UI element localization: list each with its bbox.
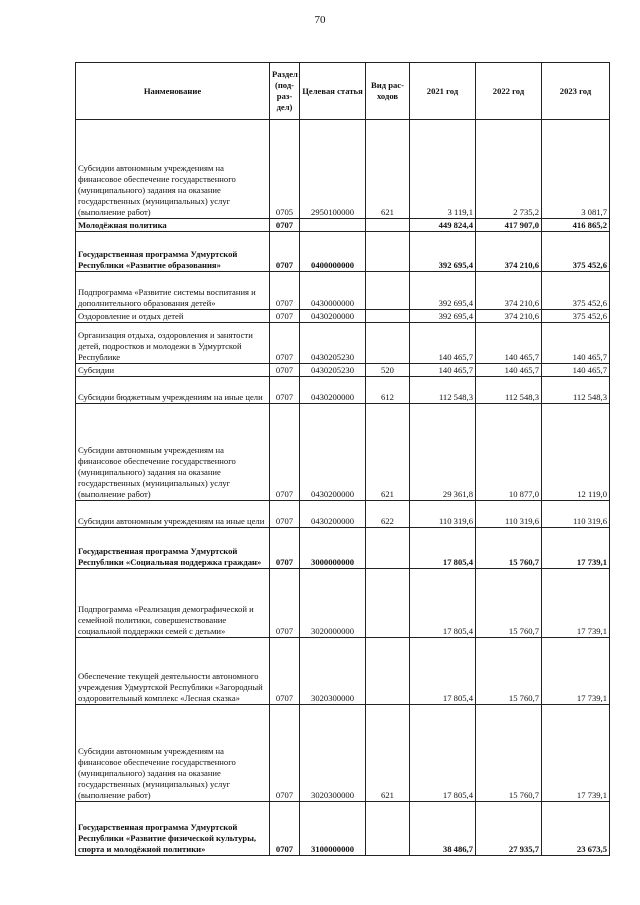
cell-2023: 17 739,1: [542, 569, 610, 638]
cell-expense: 621: [366, 705, 410, 802]
cell-target: 3100000000: [300, 802, 366, 856]
cell-2022: 374 210,6: [476, 232, 542, 272]
cell-section: 0707: [270, 501, 300, 528]
cell-target: 3000000000: [300, 528, 366, 569]
cell-section: 0707: [270, 638, 300, 705]
cell-target: 2950100000: [300, 120, 366, 219]
table-row: [76, 219, 610, 232]
cell-section: 0707: [270, 232, 300, 272]
cell-2021: 392 695,4: [410, 310, 476, 323]
cell-section: 0707: [270, 272, 300, 310]
cell-2022: 140 465,7: [476, 323, 542, 364]
table-row: [76, 323, 610, 364]
table-row: [76, 404, 610, 501]
table-row: [76, 232, 610, 272]
cell-expense: [366, 802, 410, 856]
cell-2023: 112 548,3: [542, 377, 610, 404]
cell-section: 0707: [270, 404, 300, 501]
header-target: Целевая статья: [300, 63, 366, 120]
cell-target: 0430200000: [300, 377, 366, 404]
cell-2021: 17 805,4: [410, 569, 476, 638]
cell-section: 0707: [270, 705, 300, 802]
cell-2021: 110 319,6: [410, 501, 476, 528]
cell-2023: 17 739,1: [542, 705, 610, 802]
cell-2021: 29 361,8: [410, 404, 476, 501]
cell-2021: 392 695,4: [410, 232, 476, 272]
cell-2023: 23 673,5: [542, 802, 610, 856]
cell-2022: 15 760,7: [476, 528, 542, 569]
cell-name: Государственная программа Удмуртской Республики «Социальная поддержка граждан»: [76, 528, 270, 569]
cell-expense: [366, 310, 410, 323]
cell-2022: 374 210,6: [476, 310, 542, 323]
cell-2022: 15 760,7: [476, 705, 542, 802]
cell-2023: 375 452,6: [542, 310, 610, 323]
cell-expense: 621: [366, 120, 410, 219]
cell-target: 3020300000: [300, 705, 366, 802]
cell-2023: 140 465,7: [542, 323, 610, 364]
cell-2022: 27 935,7: [476, 802, 542, 856]
cell-2023: 110 319,6: [542, 501, 610, 528]
cell-name: Государственная программа Удмуртской Республики «Развитие образования»: [76, 232, 270, 272]
cell-expense: [366, 219, 410, 232]
cell-2021: 140 465,7: [410, 364, 476, 377]
cell-2021: 112 548,3: [410, 377, 476, 404]
cell-2023: 375 452,6: [542, 272, 610, 310]
cell-target: 0400000000: [300, 232, 366, 272]
cell-expense: [366, 638, 410, 705]
table-row: [76, 364, 610, 377]
header-name: Наименование: [76, 63, 270, 120]
cell-2022: 110 319,6: [476, 501, 542, 528]
cell-section: 0707: [270, 364, 300, 377]
table-row: [76, 272, 610, 310]
cell-section: 0707: [270, 528, 300, 569]
cell-expense: [366, 272, 410, 310]
table-body: [76, 120, 610, 856]
table-row: [76, 310, 610, 323]
cell-section: 0707: [270, 569, 300, 638]
cell-target: [300, 219, 366, 232]
header-expense: Вид рас- ходов: [366, 63, 410, 120]
page-number: 70: [314, 14, 326, 26]
cell-name: Субсидии бюджетным учреждениям на иные цели: [76, 377, 270, 404]
cell-2023: 140 465,7: [542, 364, 610, 377]
cell-expense: [366, 323, 410, 364]
header-2021: 2021 год: [410, 63, 476, 120]
cell-2022: 15 760,7: [476, 638, 542, 705]
cell-target: 0430200000: [300, 310, 366, 323]
cell-expense: 621: [366, 404, 410, 501]
cell-target: 0430200000: [300, 501, 366, 528]
cell-expense: [366, 232, 410, 272]
cell-2022: 15 760,7: [476, 569, 542, 638]
table-row: [76, 705, 610, 802]
cell-name: Обеспечение текущей деятельности автономного учреждения Удмуртской Республики «Загородный оздоровительный комплекс «Лесная сказка»: [76, 638, 270, 705]
cell-expense: [366, 569, 410, 638]
cell-2023: 416 865,2: [542, 219, 610, 232]
cell-2022: 417 907,0: [476, 219, 542, 232]
cell-2023: 3 081,7: [542, 120, 610, 219]
cell-section: 0707: [270, 323, 300, 364]
cell-expense: 612: [366, 377, 410, 404]
cell-name: Оздоровление и отдых детей: [76, 310, 270, 323]
cell-2022: 112 548,3: [476, 377, 542, 404]
cell-name: Подпрограмма «Развитие системы воспитания и дополнительного образования детей»: [76, 272, 270, 310]
cell-section: 0707: [270, 219, 300, 232]
cell-name: Организация отдыха, оздоровления и занятости детей, подростков и молодежи в Удмуртской Республике: [76, 323, 270, 364]
cell-2021: 17 805,4: [410, 705, 476, 802]
cell-2021: 3 119,1: [410, 120, 476, 219]
cell-name: Государственная программа Удмуртской Республики «Развитие физической культуры, спорта и молодёжной политики»: [76, 802, 270, 856]
cell-2023: 17 739,1: [542, 528, 610, 569]
header-2022: 2022 год: [476, 63, 542, 120]
table-row: [76, 638, 610, 705]
cell-2021: 392 695,4: [410, 272, 476, 310]
table-row: [76, 528, 610, 569]
budget-table: [75, 62, 610, 856]
cell-2021: 449 824,4: [410, 219, 476, 232]
cell-name: Субсидии автономным учреждениям на финансовое обеспечение государственного (муниципального) задания на оказание государственных (муниципальных) услуг (выполнение работ): [76, 404, 270, 501]
header-2023: 2023 год: [542, 63, 610, 120]
header-section: Раздел (под- раз- дел): [270, 63, 300, 120]
cell-section: 0707: [270, 802, 300, 856]
cell-2023: 375 452,6: [542, 232, 610, 272]
cell-name: Подпрограмма «Реализация демографической и семейной политики, совершенствование социальной поддержки семей с детьми»: [76, 569, 270, 638]
cell-2023: 17 739,1: [542, 638, 610, 705]
cell-name: Молодёжная политика: [76, 219, 270, 232]
cell-expense: 622: [366, 501, 410, 528]
table-row: [76, 569, 610, 638]
cell-target: 0430205230: [300, 323, 366, 364]
table-row: [76, 377, 610, 404]
cell-2022: 10 877,0: [476, 404, 542, 501]
cell-section: 0705: [270, 120, 300, 219]
cell-expense: 520: [366, 364, 410, 377]
cell-name: Субсидии автономным учреждениям на иные цели: [76, 501, 270, 528]
cell-2022: 374 210,6: [476, 272, 542, 310]
cell-2023: 12 119,0: [542, 404, 610, 501]
table-row: [76, 120, 610, 219]
cell-target: 0430000000: [300, 272, 366, 310]
cell-target: 3020000000: [300, 569, 366, 638]
cell-2021: 140 465,7: [410, 323, 476, 364]
cell-2022: 140 465,7: [476, 364, 542, 377]
cell-target: 0430205230: [300, 364, 366, 377]
cell-name: Субсидии автономным учреждениям на финансовое обеспечение государственного (муниципального) задания на оказание государственных (муниципальных) услуг (выполнение работ): [76, 705, 270, 802]
cell-2021: 17 805,4: [410, 528, 476, 569]
table-row: [76, 802, 610, 856]
cell-name: Субсидии: [76, 364, 270, 377]
cell-name: Субсидии автономным учреждениям на финансовое обеспечение государственного (муниципального) задания на оказание государственных (муниципальных) услуг (выполнение работ): [76, 120, 270, 219]
table-row: [76, 501, 610, 528]
cell-expense: [366, 528, 410, 569]
cell-2021: 17 805,4: [410, 638, 476, 705]
cell-2022: 2 735,2: [476, 120, 542, 219]
cell-target: 3020300000: [300, 638, 366, 705]
table-header-row: [76, 63, 610, 120]
cell-target: 0430200000: [300, 404, 366, 501]
cell-section: 0707: [270, 377, 300, 404]
cell-section: 0707: [270, 310, 300, 323]
cell-2021: 38 486,7: [410, 802, 476, 856]
